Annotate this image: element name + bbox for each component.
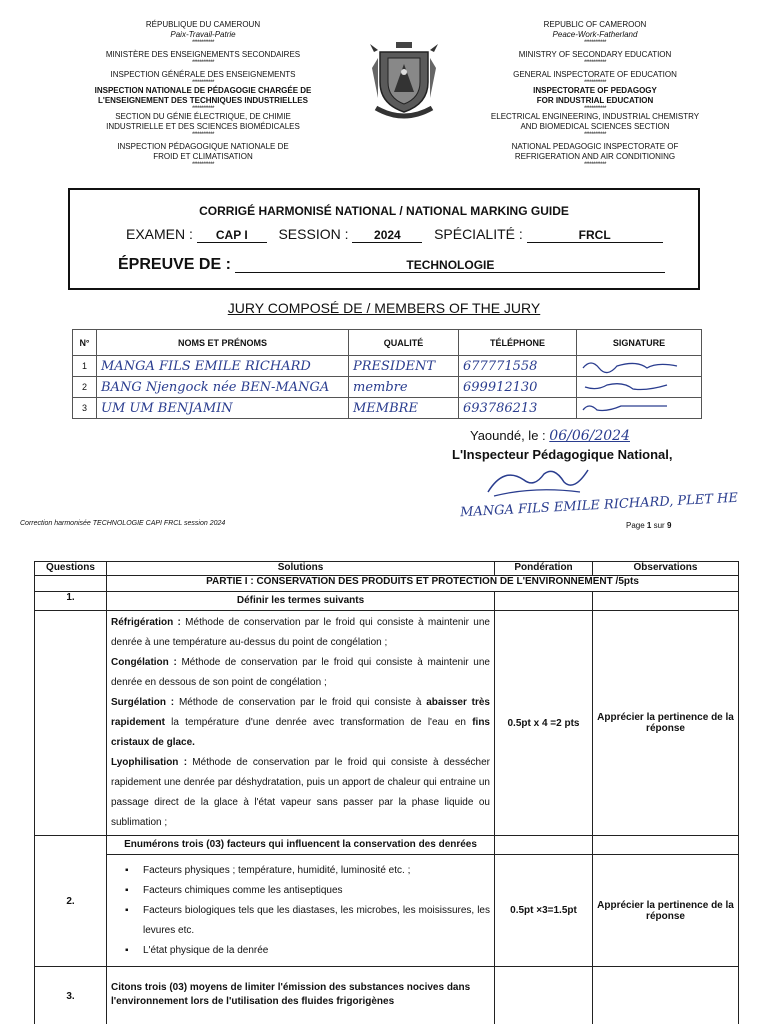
- section-en-1: ELECTRICAL ENGINEERING, INDUSTRIAL CHEMISTRY: [490, 112, 700, 121]
- answer-row: [35, 855, 739, 967]
- motto-fr: Paix-Travail-Patrie: [170, 30, 236, 39]
- stars: ************: [583, 80, 607, 86]
- jury-signature: [577, 356, 702, 377]
- answer-row: [35, 611, 739, 836]
- stars: ************: [583, 132, 607, 138]
- stars: ************: [191, 80, 215, 86]
- list-item: ▪ Facteurs biologiques tels que les diastases, les microbes, les moisissures, les levures etc.: [115, 901, 490, 941]
- jury-phone: 699912130: [459, 377, 577, 398]
- inspection-fr: INSPECTION GÉNÉRALE DES ENSEIGNEMENTS: [110, 70, 296, 79]
- national-fr-1: INSPECTION NATIONALE DE PÉDAGOGIE CHARGÉE DE: [94, 86, 312, 95]
- epreuve-line: [118, 256, 665, 274]
- ped-en-2: REFRIGERATION AND AIR CONDITIONING: [514, 152, 676, 161]
- motto-en: Peace-Work-Fatherland: [552, 30, 638, 39]
- list-item: ▪ Facteurs physiques ; température, humidité, luminosité etc. ;: [115, 861, 490, 881]
- national-en-2: FOR INDUSTRIAL EDUCATION: [536, 96, 654, 105]
- col-ponderation: Pondération: [495, 562, 593, 576]
- question-number: 2.: [35, 836, 107, 967]
- exam-box: [68, 188, 700, 290]
- stars: ************: [191, 132, 215, 138]
- jury-col-name: NOMS ET PRÉNOMS: [97, 330, 349, 356]
- jury-table: [72, 329, 702, 419]
- col-observations: Observations: [593, 562, 739, 576]
- exam-info-line: [126, 226, 663, 243]
- inspector-signature-icon: [484, 462, 594, 502]
- question-title-row: [35, 592, 739, 611]
- handwritten-signature-icon: [577, 356, 687, 374]
- place-label: Yaoundé, le :: [470, 428, 546, 443]
- stars: ************: [583, 40, 607, 46]
- coat-of-arms-icon: [368, 38, 440, 120]
- handwritten-signature-icon: [577, 377, 687, 395]
- jury-role: membre: [349, 377, 459, 398]
- jury-col-signature: SIGNATURE: [577, 330, 702, 356]
- question-title: Enumérons trois (03) facteurs qui influencent la conservation des denrées: [107, 836, 495, 855]
- jury-name: MANGA FILS EMILE RICHARD: [97, 356, 349, 377]
- page-number: Page 1 sur 9: [626, 521, 672, 530]
- question-title-row: [35, 836, 739, 855]
- epreuve-label: ÉPREUVE DE :: [118, 256, 231, 273]
- jury-phone: 693786213: [459, 398, 577, 419]
- handwritten-signature-icon: [577, 398, 687, 416]
- header-left: [88, 20, 318, 168]
- question-number: 1.: [35, 592, 107, 611]
- jury-row: [73, 377, 702, 398]
- stars: ************: [583, 162, 607, 168]
- question-number: 3.: [35, 967, 107, 1024]
- stars: ************: [583, 106, 607, 112]
- jury-header-row: [73, 330, 702, 356]
- col-questions: Questions: [35, 562, 107, 576]
- exam-value: CAP I: [197, 228, 267, 243]
- jury-role: MEMBRE: [349, 398, 459, 419]
- part-row: [35, 576, 739, 592]
- jury-name: BANG Njengock née BEN-MANGA: [97, 377, 349, 398]
- stars: ************: [191, 162, 215, 168]
- jury-col-role: QUALITÉ: [349, 330, 459, 356]
- inspection-en: GENERAL INSPECTORATE OF EDUCATION: [513, 70, 677, 79]
- country-en: REPUBLIC OF CAMEROON: [543, 20, 647, 29]
- jury-row: [73, 356, 702, 377]
- section-en-2: AND BIOMEDICAL SCIENCES SECTION: [520, 122, 670, 131]
- country-fr: RÉPUBLIQUE DU CAMEROUN: [145, 20, 261, 29]
- jury-phone: 677771558: [459, 356, 577, 377]
- section-fr-1: SECTION DU GÉNIE ÉLECTRIQUE, DE CHIMIE: [115, 112, 291, 121]
- points: 0.5pt ×3=1.5pt: [495, 855, 593, 967]
- handwritten-date: 06/06/2024: [549, 428, 630, 444]
- ped-fr-2: FROID ET CLIMATISATION: [153, 152, 253, 161]
- session-label: SESSION :: [278, 226, 349, 242]
- jury-number: 3: [73, 398, 97, 419]
- observation: Apprécier la pertinence de la réponse: [593, 611, 739, 836]
- part-title: PARTIE I : CONSERVATION DES PRODUITS ET PROTECTION DE L'ENVIRONNEMENT /5pts: [107, 576, 739, 592]
- ped-fr-1: INSPECTION PÉDAGOGIQUE NATIONALE DE: [117, 142, 289, 151]
- marking-header-row: [35, 562, 739, 576]
- jury-number: 1: [73, 356, 97, 377]
- jury-col-number: N°: [73, 330, 97, 356]
- stars: ************: [191, 60, 215, 66]
- jury-name: UM UM BENJAMIN: [97, 398, 349, 419]
- list-item: ▪ L'état physique de la denrée: [115, 941, 490, 961]
- section-fr-2: INDUSTRIELLE ET DES SCIENCES BIOMÉDICALES: [106, 122, 300, 131]
- ministry-en: MINISTRY OF SECONDARY EDUCATION: [518, 50, 672, 59]
- question-title: Définir les termes suivants: [107, 592, 495, 611]
- jury-row: [73, 398, 702, 419]
- observation: Apprécier la pertinence de la réponse: [593, 855, 739, 967]
- jury-number: 2: [73, 377, 97, 398]
- question-title-row: [35, 967, 739, 1024]
- session-value: 2024: [352, 228, 422, 243]
- question-title: Citons trois (03) moyens de limiter l'émission des substances nocives dans l'environnement lors de l'utilisation des fluides frigorigènes: [107, 967, 495, 1024]
- jury-title: JURY COMPOSÉ DE / MEMBERS OF THE JURY: [227, 300, 541, 316]
- stars: ************: [583, 60, 607, 66]
- marking-guide-title: CORRIGÉ HARMONISÉ NATIONAL / NATIONAL MARKING GUIDE: [199, 204, 569, 218]
- speciality-value: FRCL: [527, 228, 663, 243]
- jury-col-phone: TÉLÉPHONE: [459, 330, 577, 356]
- points: 0.5pt x 4 =2 pts: [495, 611, 593, 836]
- epreuve-value: TECHNOLOGIE: [235, 258, 665, 273]
- inspector-title: L'Inspecteur Pédagogique National,: [452, 447, 673, 462]
- answer-text: Réfrigération : Méthode de conservation par le froid qui consiste à maintenir une denrée à une température au-dessus du point de congélation ; Congélation : Méthode de conservation par le froid qui consiste à maintenir une denrée en dessous de son point de congélation ; Surgélation : Méthode de conservation par le froid qui consiste à abaisser très rapidement la température d'une denrée avec transformation de l'eau en fins cristaux de glace. Lyophilisation : Méthode de conservation par le froid qui consiste à dessécher rapidement une denrée par déshydratation, puis un apport de chaleur qui entraine un passage direct de la glace à l'état vapeur sans passer par la phase liquide ou sublimation ;: [107, 611, 495, 836]
- national-en-1: INSPECTORATE OF PEDAGOGY: [533, 86, 657, 95]
- jury-signature: [577, 377, 702, 398]
- header-right: [480, 20, 710, 168]
- answer-list: [107, 855, 495, 967]
- exam-label: EXAMEN :: [126, 226, 193, 242]
- speciality-label: SPÉCIALITÉ :: [434, 226, 523, 242]
- marking-table: [34, 561, 739, 1024]
- ped-en-1: NATIONAL PEDAGOGIC INSPECTORATE OF: [511, 142, 679, 151]
- national-fr-2: L'ENSEIGNEMENT DES TECHNIQUES INDUSTRIELLES: [98, 96, 308, 105]
- stars: ************: [191, 40, 215, 46]
- ministry-fr: MINISTÈRE DES ENSEIGNEMENTS SECONDAIRES: [105, 50, 301, 59]
- place-date: [470, 428, 630, 444]
- stars: ************: [191, 106, 215, 112]
- jury-signature: [577, 398, 702, 419]
- footer-caption: Correction harmonisée TECHNOLOGIE CAPI FRCL session 2024: [20, 520, 226, 527]
- jury-role: PRESIDENT: [349, 356, 459, 377]
- inspector-name: MANGA FILS EMILE RICHARD, PLET HE: [459, 490, 739, 521]
- list-item: ▪ Facteurs chimiques comme les antiseptiques: [115, 881, 490, 901]
- col-solutions: Solutions: [107, 562, 495, 576]
